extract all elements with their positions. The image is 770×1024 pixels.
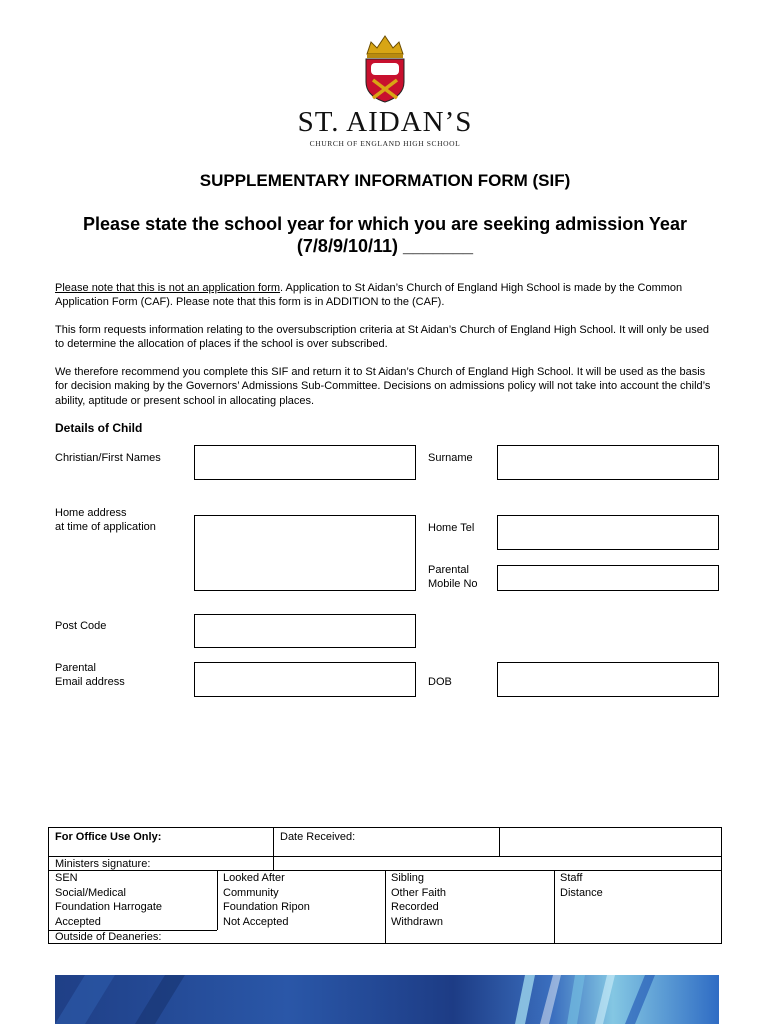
form-title: SUPPLEMENTARY INFORMATION FORM (SIF) bbox=[199, 171, 571, 190]
office-use-header: For Office Use Only: bbox=[55, 831, 162, 843]
office-use-table bbox=[48, 827, 722, 944]
dob-field[interactable] bbox=[497, 662, 719, 697]
year-question: Please state the school year for which you are seeking admission Year (7/8/9/10/11) _______ bbox=[83, 214, 687, 256]
surname-label: Surname bbox=[428, 452, 473, 464]
school-subtitle: CHURCH OF ENGLAND HIGH SCHOOL bbox=[309, 139, 461, 148]
office-cell-community: Community bbox=[223, 887, 279, 899]
office-cell-other-faith: Other Faith bbox=[391, 887, 447, 899]
office-cell-foundation-ripon: Foundation Ripon bbox=[223, 901, 310, 913]
intro-paragraph-1 bbox=[55, 281, 715, 310]
first-names-label: Christian/First Names bbox=[55, 452, 161, 464]
intro-paragraph-2: This form requests information relating to the oversubscription criteria at St Aidan’s Church of England High School. It will only be used to determine the allocation of places if the school is over subscribed. bbox=[55, 324, 710, 351]
school-name: ST. AIDAN’S bbox=[297, 106, 473, 138]
home-address-field[interactable] bbox=[194, 515, 416, 591]
office-cell-staff: Staff bbox=[560, 872, 583, 884]
date-received-label: Date Received: bbox=[280, 831, 356, 843]
office-cell-recorded: Recorded bbox=[391, 901, 439, 913]
office-cell-accepted: Accepted bbox=[55, 916, 101, 928]
intro-paragraph-1-text: . Application to St Aidan’s Church of England High School is made by the Common Application Form (CAF). Please note that this form is in ADDITION to the (CAF). bbox=[55, 282, 683, 309]
parental-mobile-field[interactable] bbox=[497, 565, 719, 591]
parental-email-label-line-2: Email address bbox=[55, 676, 125, 688]
footer-decorative-band bbox=[55, 975, 719, 1024]
office-cell-foundation-harrogate: Foundation Harrogate bbox=[55, 901, 163, 913]
office-cell-not-accepted: Not Accepted bbox=[223, 916, 289, 928]
parental-mobile-label bbox=[428, 563, 478, 591]
office-cell-distance: Distance bbox=[560, 887, 603, 899]
dob-label: DOB bbox=[428, 676, 452, 688]
parental-mobile-label-line-2: Mobile No bbox=[428, 578, 478, 590]
post-code-label: Post Code bbox=[55, 620, 107, 632]
first-names-field[interactable] bbox=[194, 445, 416, 480]
ministers-signature-label: Ministers signature: bbox=[55, 858, 151, 870]
home-tel-field[interactable] bbox=[497, 515, 719, 550]
home-address-label-line-1: Home address bbox=[55, 507, 127, 519]
office-cell-sen: SEN bbox=[55, 872, 78, 884]
parental-email-label-line-1: Parental bbox=[55, 662, 96, 674]
office-cell-social-medical: Social/Medical bbox=[55, 887, 126, 899]
not-application-note: Please note that this is not an application form bbox=[55, 282, 281, 294]
school-crest-logo bbox=[361, 32, 409, 104]
parental-mobile-label-line-1: Parental bbox=[428, 564, 469, 576]
home-tel-label: Home Tel bbox=[428, 522, 475, 534]
home-address-label-line-2: at time of application bbox=[55, 521, 156, 533]
office-cell-withdrawn: Withdrawn bbox=[391, 916, 443, 928]
details-of-child-heading: Details of Child bbox=[55, 421, 143, 435]
home-address-label bbox=[55, 506, 156, 534]
post-code-field[interactable] bbox=[194, 614, 416, 648]
parental-email-label bbox=[55, 661, 125, 689]
office-cell-outside-deaneries: Outside of Deaneries: bbox=[55, 931, 162, 943]
surname-field[interactable] bbox=[497, 445, 719, 480]
footer-stained-glass-graphic bbox=[55, 975, 719, 1024]
intro-paragraph-3: We therefore recommend you complete this SIF and return it to St Aidan’s Church of England High School. It will be used as the basis for decision making by the Governors’ Admissions Sub-Committee. Decisions on admissions policy will not take into account the child’s ability, aptitude or present school in allocating places. bbox=[55, 366, 711, 407]
office-cell-sibling: Sibling bbox=[391, 872, 425, 884]
office-cell-looked-after: Looked After bbox=[223, 872, 285, 884]
parental-email-field[interactable] bbox=[194, 662, 416, 697]
